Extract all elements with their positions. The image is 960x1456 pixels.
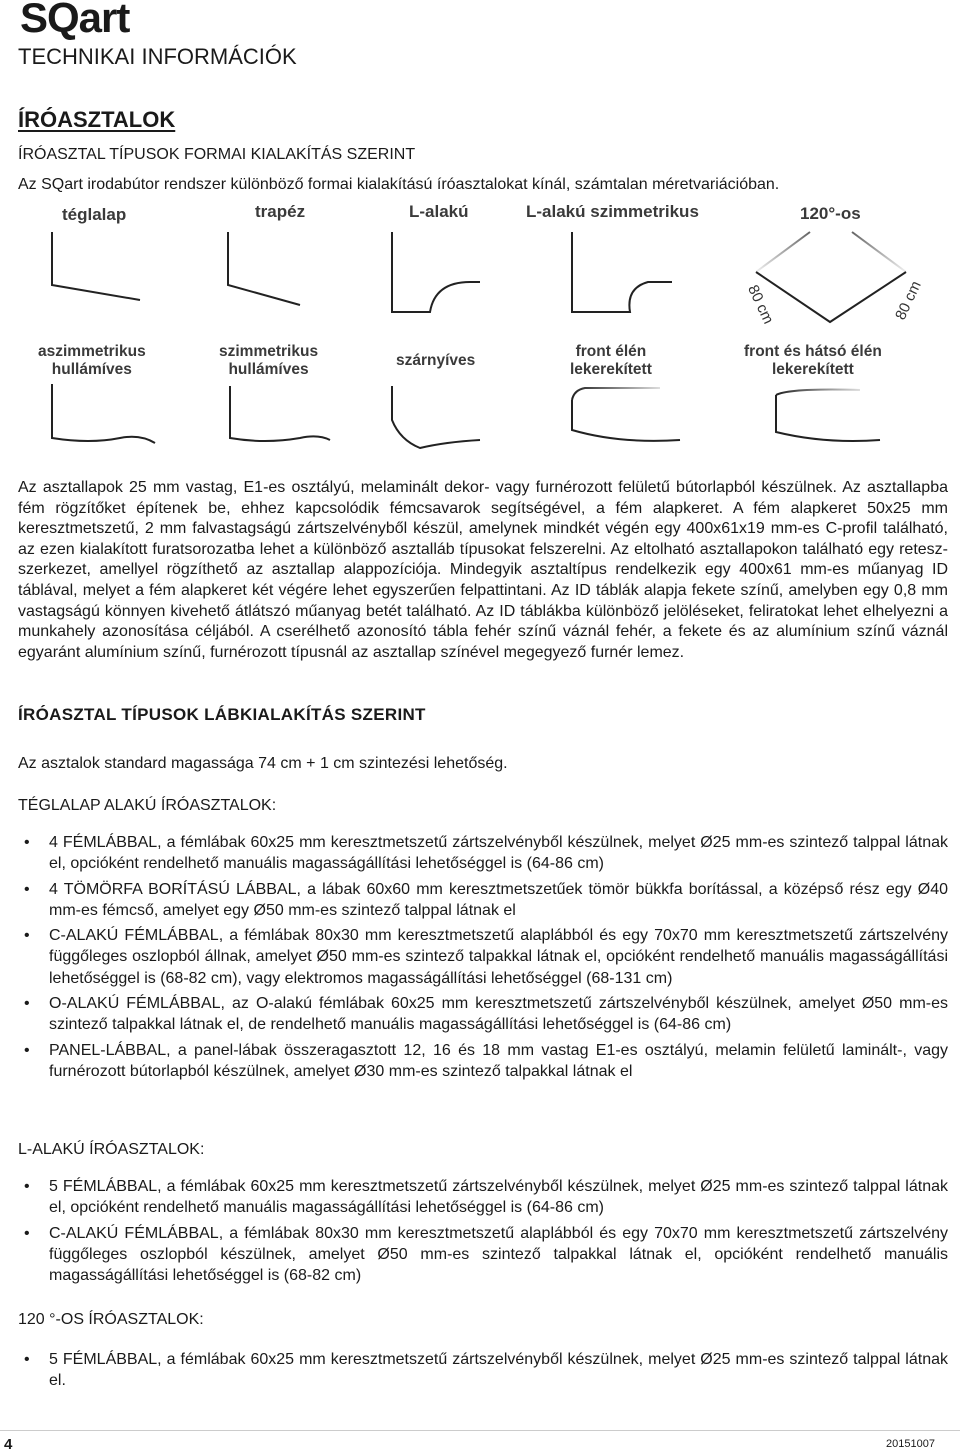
- shape-label-szimmetrikus-hullamives: [219, 343, 318, 379]
- label-line: aszimmetrikus: [38, 343, 146, 360]
- bullet-list-teglalap: [18, 832, 948, 1086]
- list-item: [18, 925, 948, 989]
- list-item: [18, 879, 948, 922]
- bullet-icon: •: [24, 1178, 30, 1195]
- group-title-teglalap: TÉGLALAP ALAKÚ ÍRÓASZTALOK:: [18, 797, 277, 814]
- bullet-icon: •: [24, 1224, 30, 1242]
- list-item-text: 4 TÖMÖRFA BORÍTÁSÚ LÁBBAL, a lábak 60x60 mm keresztmetszetűek tömör bükkfa borítással, a középső rész egy Ø40 mm-es fémcső, amelyet egy Ø50 mm-es szintező talppal látnak el: [49, 880, 948, 919]
- shape-label-l-alaku-szimmetrikus: L-alakú szimmetrikus: [526, 202, 699, 221]
- label-line: szimmetrikus: [219, 343, 319, 360]
- label-line: szárnyíves: [396, 352, 476, 369]
- dimension-label-right: 80 cm: [892, 278, 925, 323]
- shape-label-trapez: trapéz: [255, 202, 306, 221]
- intro-text: Az SQart irodabútor rendszer különböző formai kialakítású íróasztalokat kínál, számtalan méretvariációban.: [18, 176, 780, 193]
- page-subtitle: TECHNIKAI INFORMÁCIÓK: [18, 44, 297, 69]
- dimension-label-left: 80 cm: [744, 282, 777, 327]
- bullet-list-l-alaku: [18, 1176, 948, 1290]
- label-line: hullámíves: [228, 361, 309, 378]
- list-item: [18, 1040, 948, 1083]
- list-item: [18, 1349, 948, 1392]
- label-line: front és hátsó élén: [744, 343, 882, 360]
- bullet-icon: •: [24, 995, 30, 1013]
- section-title-iroasztalok: ÍRÓASZTALOK: [18, 107, 176, 132]
- bullet-icon: •: [24, 1041, 30, 1059]
- shape-szarnyives: [392, 386, 480, 448]
- list-item: [18, 993, 948, 1036]
- bullet-icon: •: [24, 927, 30, 945]
- shape-label-aszimmetrikus-hullamives: [38, 343, 146, 379]
- bullet-list-120-os: [18, 1349, 948, 1396]
- label-line: lekerekített: [570, 361, 652, 378]
- group-title-120-os: 120 °-OS ÍRÓASZTALOK:: [18, 1311, 204, 1328]
- list-item: [18, 832, 948, 875]
- page-number: 4: [4, 1436, 13, 1453]
- shape-front-es-hatso-elen-lekerekitett: [776, 390, 860, 395]
- desk-shapes-diagram: [0, 0, 960, 470]
- label-line: front élén: [575, 343, 647, 360]
- list-item-text: 5 FÉMLÁBBAL, a fémlábak 60x25 mm keresztmetszetű zártszelvényből készülnek, melyet Ø25 mm-es szintező talppal látnak el.: [49, 1351, 948, 1390]
- label-line: lekerekített: [771, 361, 854, 378]
- footer-divider: [0, 1430, 960, 1431]
- shape-label-front-es-hatso-elen-lekerekitett: [744, 343, 882, 379]
- shape-l-alaku: [392, 232, 480, 312]
- shape-l-alaku-szimmetrikus: [572, 232, 672, 312]
- section-title-labkialakitas: ÍRÓASZTAL TÍPUSOK LÁBKIALAKÍTÁS SZERINT: [18, 705, 426, 724]
- list-item-text: 5 FÉMLÁBBAL, a fémlábak 60x25 mm keresztmetszetű zártszelvényből készülnek, melyet Ø25 mm-es szintező talppal látnak el, opcióként rendelhető manuális magasságállítási lehetőséggel is (64-86 cm): [49, 1178, 948, 1217]
- list-item: [18, 1223, 948, 1287]
- shape-front-elen-lekerekitett: [572, 388, 660, 400]
- description-paragraph: Az asztallapok 25 mm vastag, E1-es osztályú, melaminált dekor- vagy furnérozott felületű bútorlapból készülnek. Az asztallapba fém rögzítőket építenek be, ehhez kapcsolódik fémcsavarok segítségével, a fém alapkeret. A fém alapkeret 50x25 mm keresztmetszetű, 2 mm falvastagságú zártszelvényből készül, amelynek mindkét végén egy 400x61x19 mm-es C-profil található, az ezen kialakított furatsorozatba lehet a különböző asztalláb típusokat felszerelni. Az eltolható asztallapokon található egy retesz-szerkezet, amellyel rögzíthető az asztallap alappozíciója. Mindegyik asztaltípus rendelkezik egy 400x61 mm-es műanyag ID táblával, melyet a fém alapkeret két végére lehet egyszerűen felpattintani. Az ID táblák alapja fekete színű, amelyben egy 0,8 mm vastagságú könnyen kivehető átlátszó műanyag betét található. Az ID táblákba különböző jelöléseket, feliratokat lehet elhelyezni a munkahely azonosítása céljából. A cserélhető azonosító tábla fehér színű váznál fehér, a fekete és az alumínium színű váznál egyaránt alumínium színű, furnérozott típusnál az asztallap színével megegyező furnér lemez.: [18, 479, 948, 661]
- list-item-text: C-ALAKÚ FÉMLÁBBAL, a fémlábak 80x30 mm keresztmetszetű alaplábból és egy 70x70 mm keresztmetszetű zártszelvény függőleges oszlopból készülnek, amelyet Ø50 mm-es szintező talpakkal látnak el, opcióként rendelhető manuális magasságállítási lehetőséggel is (68-82 cm): [49, 1224, 948, 1285]
- standard-height-text: Az asztalok standard magassága 74 cm + 1 cm szintezési lehetőség.: [18, 755, 508, 772]
- list-item: [18, 1176, 948, 1219]
- shape-label-front-elen-lekerekitett: [570, 343, 652, 379]
- shape-szimmetrikus-hullamives: [230, 386, 330, 441]
- shape-aszimmetrikus-hullamives: [52, 384, 155, 443]
- document-code: 20151007: [886, 1438, 935, 1450]
- bullet-icon: •: [24, 834, 30, 851]
- list-item-text: PANEL-LÁBBAL, a panel-lábak összeragasztott 12, 16 és 18 mm vastag E1-es osztályú, melamin felületű laminált-, vagy furnérozott bútorlapból készülnek, amelyet Ø30 mm-es szintező talpakkal látnak el: [49, 1041, 948, 1080]
- shape-teglalap: [52, 232, 140, 300]
- label-line: hullámíves: [51, 361, 132, 378]
- shape-label-szarnyives: [396, 352, 475, 370]
- shape-trapez: [228, 232, 300, 305]
- list-item-text: O-ALAKÚ FÉMLÁBBAL, az O-alakú fémlábak 60x25 mm keresztmetszetű zártszelvényből készülnek, amelyet Ø50 mm-es szintező talpakkal látnak el, de rendelhető manuális magasságállítási lehetőséggel is (64-86 cm): [49, 995, 948, 1034]
- bullet-icon: •: [24, 880, 30, 898]
- list-item-text: C-ALAKÚ FÉMLÁBBAL, a fémlábak 80x30 mm keresztmetszetű alaplábból és egy 70x70 mm keresztmetszetű zártszelvény függőleges oszlopból állnak, amelyet Ø50 mm-es szintező talpakkal látnak el, opcióként rendelhető manuális magasságállítási lehetőséggel is (68-82 cm), vagy elektromos magasságállítási lehetőséggel (68-131 cm): [49, 927, 948, 987]
- section-subtitle-formai: ÍRÓASZTAL TÍPUSOK FORMAI KIALAKÍTÁS SZERINT: [18, 146, 416, 163]
- brand-title: SQart: [20, 0, 130, 41]
- bullet-icon: •: [24, 1351, 30, 1368]
- shape-120-os: [756, 272, 906, 322]
- shape-label-120-os: 120°-os: [800, 204, 861, 223]
- shape-label-teglalap: téglalap: [62, 205, 127, 224]
- list-item-text: 4 FÉMLÁBBAL, a fémlábak 60x25 mm keresztmetszetű zártszelvényből készülnek, melyet Ø25 mm-es szintező talppal látnak el, opcióként rendelhető manuális magasságállítási lehetőséggel is (64-86 cm): [49, 834, 948, 873]
- group-title-l-alaku: L-ALAKÚ ÍRÓASZTALOK:: [18, 1141, 205, 1158]
- shape-label-l-alaku: L-alakú: [409, 202, 469, 221]
